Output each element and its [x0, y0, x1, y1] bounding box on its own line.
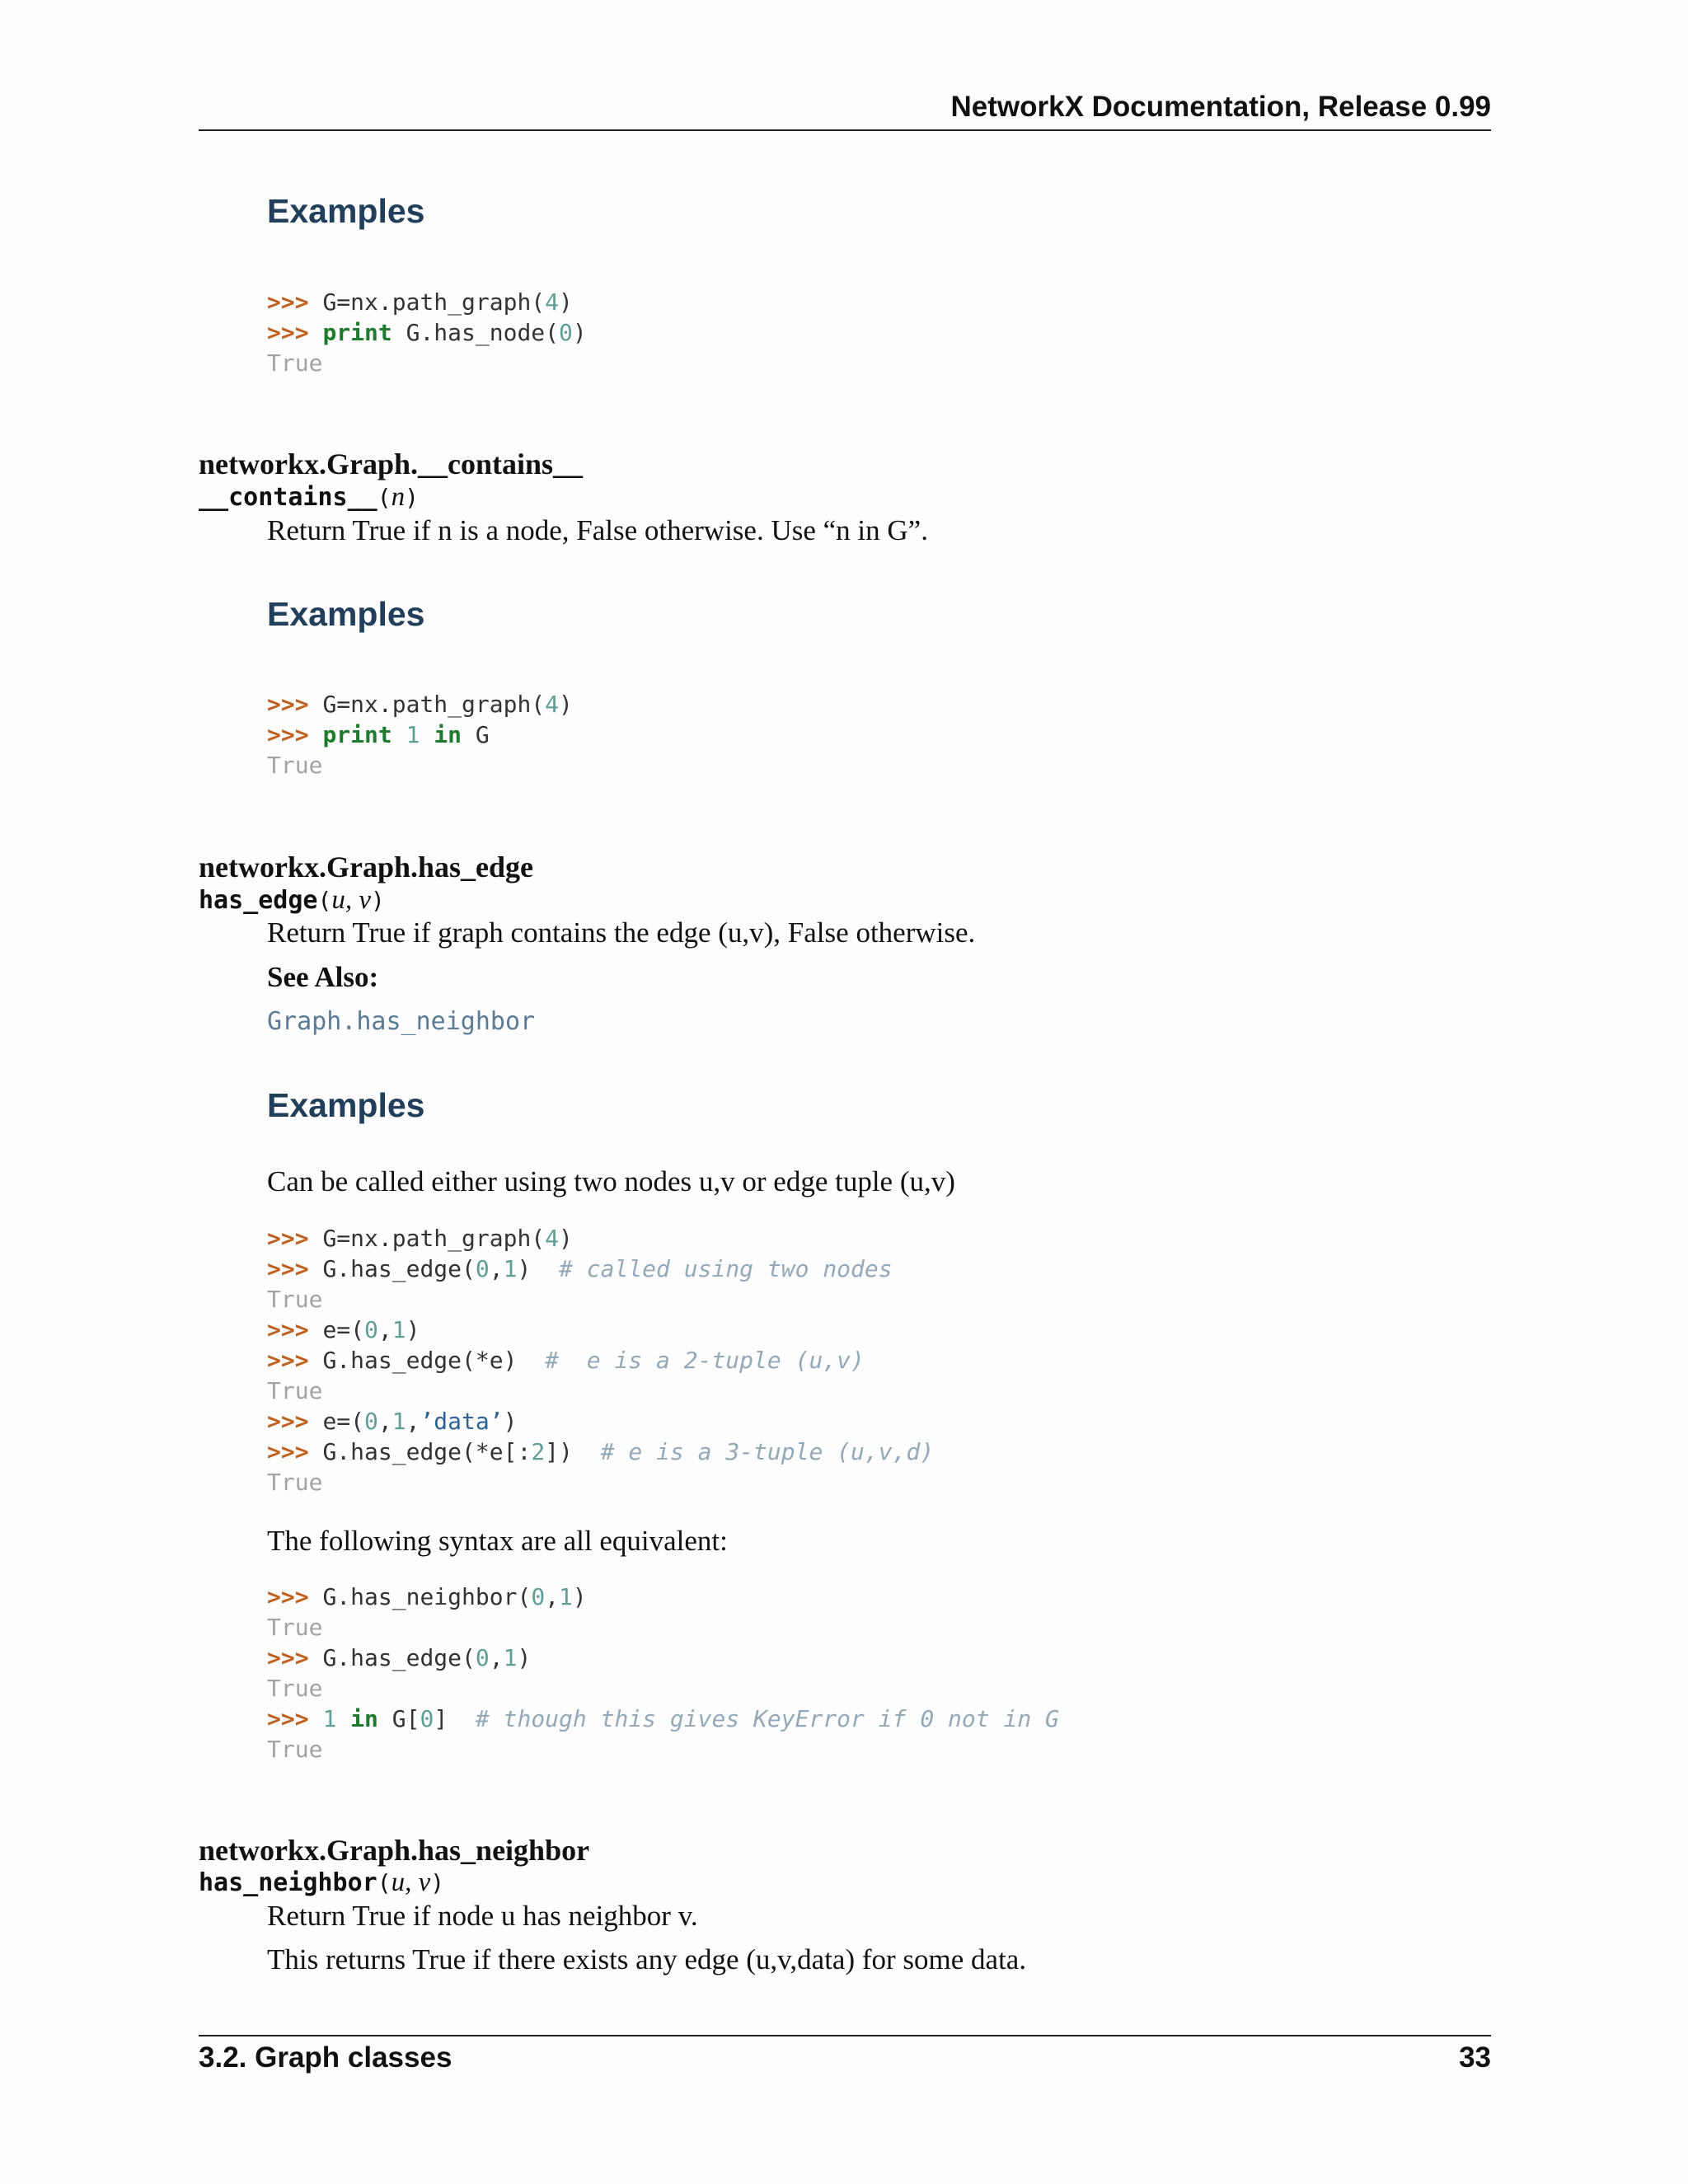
- code-line: [267, 1345, 934, 1376]
- signature-args: u, v: [331, 885, 372, 915]
- output-token: True: [267, 1675, 323, 1702]
- signature-close-paren: ): [430, 1869, 445, 1896]
- string-token: ’data’: [420, 1408, 504, 1435]
- code-token: G=nx.path_graph(: [322, 1225, 546, 1252]
- output-token: True: [267, 1377, 323, 1404]
- number-token: 1: [406, 721, 420, 748]
- signature-open-paren: (: [317, 887, 332, 914]
- output-token: True: [267, 1286, 323, 1313]
- equivalent-syntax-text: The following syntax are all equivalent:: [267, 1525, 728, 1557]
- prompt-token: >>>: [267, 319, 323, 346]
- signature-open-paren: (: [377, 484, 392, 511]
- prompt-token: >>>: [267, 1255, 323, 1282]
- comment-token: # though this gives KeyError if 0 not in G: [475, 1705, 1059, 1732]
- number-token: 0: [531, 1583, 546, 1610]
- code-token: ,: [377, 1408, 392, 1435]
- code-block: [267, 689, 573, 780]
- prompt-token: >>>: [267, 288, 323, 316]
- number-token: 0: [420, 1705, 434, 1732]
- examples-intro: Can be called either using two nodes u,v or edge tuple (u,v): [267, 1165, 955, 1197]
- function-signature: [199, 1868, 444, 1898]
- code-line: [267, 1376, 934, 1406]
- code-line: [267, 1223, 934, 1254]
- signature-name: __contains__: [199, 483, 377, 512]
- code-token: [420, 721, 434, 748]
- code-line: [267, 348, 587, 378]
- function-qualified-name: networkx.Graph.has_neighbor: [199, 1834, 590, 1867]
- code-line: [267, 1284, 934, 1315]
- code-line: [267, 1673, 1059, 1704]
- code-line: [267, 1612, 1059, 1643]
- code-line: [267, 1436, 934, 1467]
- function-qualified-name: networkx.Graph.__contains__: [199, 448, 584, 480]
- number-token: 1: [322, 1705, 337, 1732]
- code-token: ,: [489, 1255, 504, 1282]
- code-token: e=(: [322, 1316, 365, 1343]
- prompt-token: >>>: [267, 1225, 323, 1252]
- code-token: ): [559, 691, 573, 718]
- signature-close-paren: ): [371, 887, 385, 914]
- code-token: ): [559, 1225, 573, 1252]
- code-token: G.has_neighbor(: [322, 1583, 532, 1610]
- number-token: 1: [559, 1583, 573, 1610]
- function-description: Return True if n is a node, False otherwise. Use “n in G”.: [267, 514, 928, 546]
- code-token: ): [572, 1583, 587, 1610]
- keyword-token: print: [322, 319, 392, 346]
- number-token: 1: [392, 1316, 406, 1343]
- code-block: [267, 1582, 1059, 1765]
- output-token: True: [267, 1469, 323, 1496]
- number-token: 0: [475, 1644, 490, 1671]
- number-token: 0: [559, 319, 573, 346]
- prompt-token: >>>: [267, 1644, 323, 1671]
- code-token: G.has_edge(: [322, 1255, 476, 1282]
- number-token: 0: [364, 1408, 378, 1435]
- keyword-token: in: [350, 1705, 378, 1732]
- code-token: [392, 721, 406, 748]
- code-token: ): [406, 1316, 420, 1343]
- prompt-token: >>>: [267, 1408, 323, 1435]
- code-token: e=(: [322, 1408, 365, 1435]
- number-token: 2: [531, 1438, 546, 1465]
- output-token: True: [267, 1614, 323, 1641]
- code-token: ): [503, 1408, 518, 1435]
- code-token: ): [517, 1644, 532, 1671]
- prompt-token: >>>: [267, 1705, 323, 1732]
- code-token: [336, 1705, 350, 1732]
- code-token: ]: [434, 1705, 476, 1732]
- examples-heading: Examples: [267, 192, 425, 230]
- code-token: ): [517, 1255, 560, 1282]
- code-line: [267, 719, 573, 750]
- comment-token: # called using two nodes: [559, 1255, 893, 1282]
- signature-open-paren: (: [377, 1869, 392, 1896]
- code-line: [267, 1467, 934, 1497]
- code-token: ,: [377, 1316, 392, 1343]
- code-line: [267, 1734, 1059, 1765]
- function-description: Return True if node u has neighbor v.: [267, 1900, 698, 1932]
- code-block: [267, 287, 587, 378]
- function-qualified-name: networkx.Graph.has_edge: [199, 851, 534, 883]
- function-signature: [199, 482, 419, 513]
- code-line: [267, 1254, 934, 1284]
- keyword-token: print: [322, 721, 392, 748]
- number-token: 4: [545, 691, 560, 718]
- code-line: [267, 1582, 1059, 1612]
- header-rule: [199, 129, 1491, 131]
- function-description: Return True if graph contains the edge (u,v), False otherwise.: [267, 916, 976, 949]
- comment-token: # e is a 2-tuple (u,v): [545, 1347, 865, 1374]
- number-token: 4: [545, 1225, 560, 1252]
- number-token: 4: [545, 288, 560, 316]
- code-token: ]): [545, 1438, 601, 1465]
- number-token: 1: [503, 1644, 518, 1671]
- function-description-detail: This returns True if there exists any edge (u,v,data) for some data.: [267, 1943, 1027, 1975]
- code-line: [267, 1643, 1059, 1673]
- code-line: [267, 317, 587, 348]
- prompt-token: >>>: [267, 691, 323, 718]
- prompt-token: >>>: [267, 1583, 323, 1610]
- prompt-token: >>>: [267, 1347, 323, 1374]
- signature-args: n: [391, 482, 406, 512]
- code-token: G=nx.path_graph(: [322, 691, 546, 718]
- code-line: [267, 287, 587, 317]
- code-token: ): [559, 288, 573, 316]
- code-token: ): [572, 319, 587, 346]
- signature-name: has_neighbor: [199, 1868, 377, 1897]
- output-token: True: [267, 752, 323, 779]
- code-token: G.has_edge(*e[:: [322, 1438, 532, 1465]
- keyword-token: in: [434, 721, 462, 748]
- prompt-token: >>>: [267, 1438, 323, 1465]
- page-number: 33: [1459, 2041, 1491, 2074]
- footer-rule: [199, 2035, 1491, 2036]
- code-line: [267, 1704, 1059, 1734]
- code-token: G[: [377, 1705, 420, 1732]
- number-token: 1: [392, 1408, 406, 1435]
- code-token: ,: [545, 1583, 560, 1610]
- see-also-label: See Also:: [267, 961, 379, 993]
- code-token: G.has_edge(: [322, 1644, 476, 1671]
- signature-close-paren: ): [405, 484, 419, 511]
- code-token: G.has_node(: [392, 319, 560, 346]
- prompt-token: >>>: [267, 1316, 323, 1343]
- footer-section-title: 3.2. Graph classes: [199, 2041, 452, 2074]
- examples-heading: Examples: [267, 1086, 425, 1124]
- number-token: 1: [503, 1255, 518, 1282]
- code-token: G.has_edge(*e): [322, 1347, 546, 1374]
- prompt-token: >>>: [267, 721, 323, 748]
- code-token: G: [462, 721, 490, 748]
- number-token: 0: [364, 1316, 378, 1343]
- code-block: [267, 1223, 934, 1497]
- code-line: [267, 750, 573, 780]
- code-line: [267, 1406, 934, 1436]
- code-token: ,: [406, 1408, 420, 1435]
- signature-args: u, v: [391, 1868, 431, 1897]
- comment-token: # e is a 3-tuple (u,v,d): [600, 1438, 935, 1465]
- running-header: NetworkX Documentation, Release 0.99: [950, 91, 1491, 123]
- code-token: ,: [489, 1644, 504, 1671]
- function-signature: [199, 885, 385, 916]
- examples-heading: Examples: [267, 595, 425, 633]
- code-line: [267, 689, 573, 719]
- signature-name: has_edge: [199, 886, 318, 915]
- code-line: [267, 1315, 934, 1345]
- see-also-link[interactable]: Graph.has_neighbor: [267, 1007, 536, 1036]
- output-token: True: [267, 1736, 323, 1763]
- number-token: 0: [475, 1255, 490, 1282]
- code-token: G=nx.path_graph(: [322, 288, 546, 316]
- output-token: True: [267, 349, 323, 377]
